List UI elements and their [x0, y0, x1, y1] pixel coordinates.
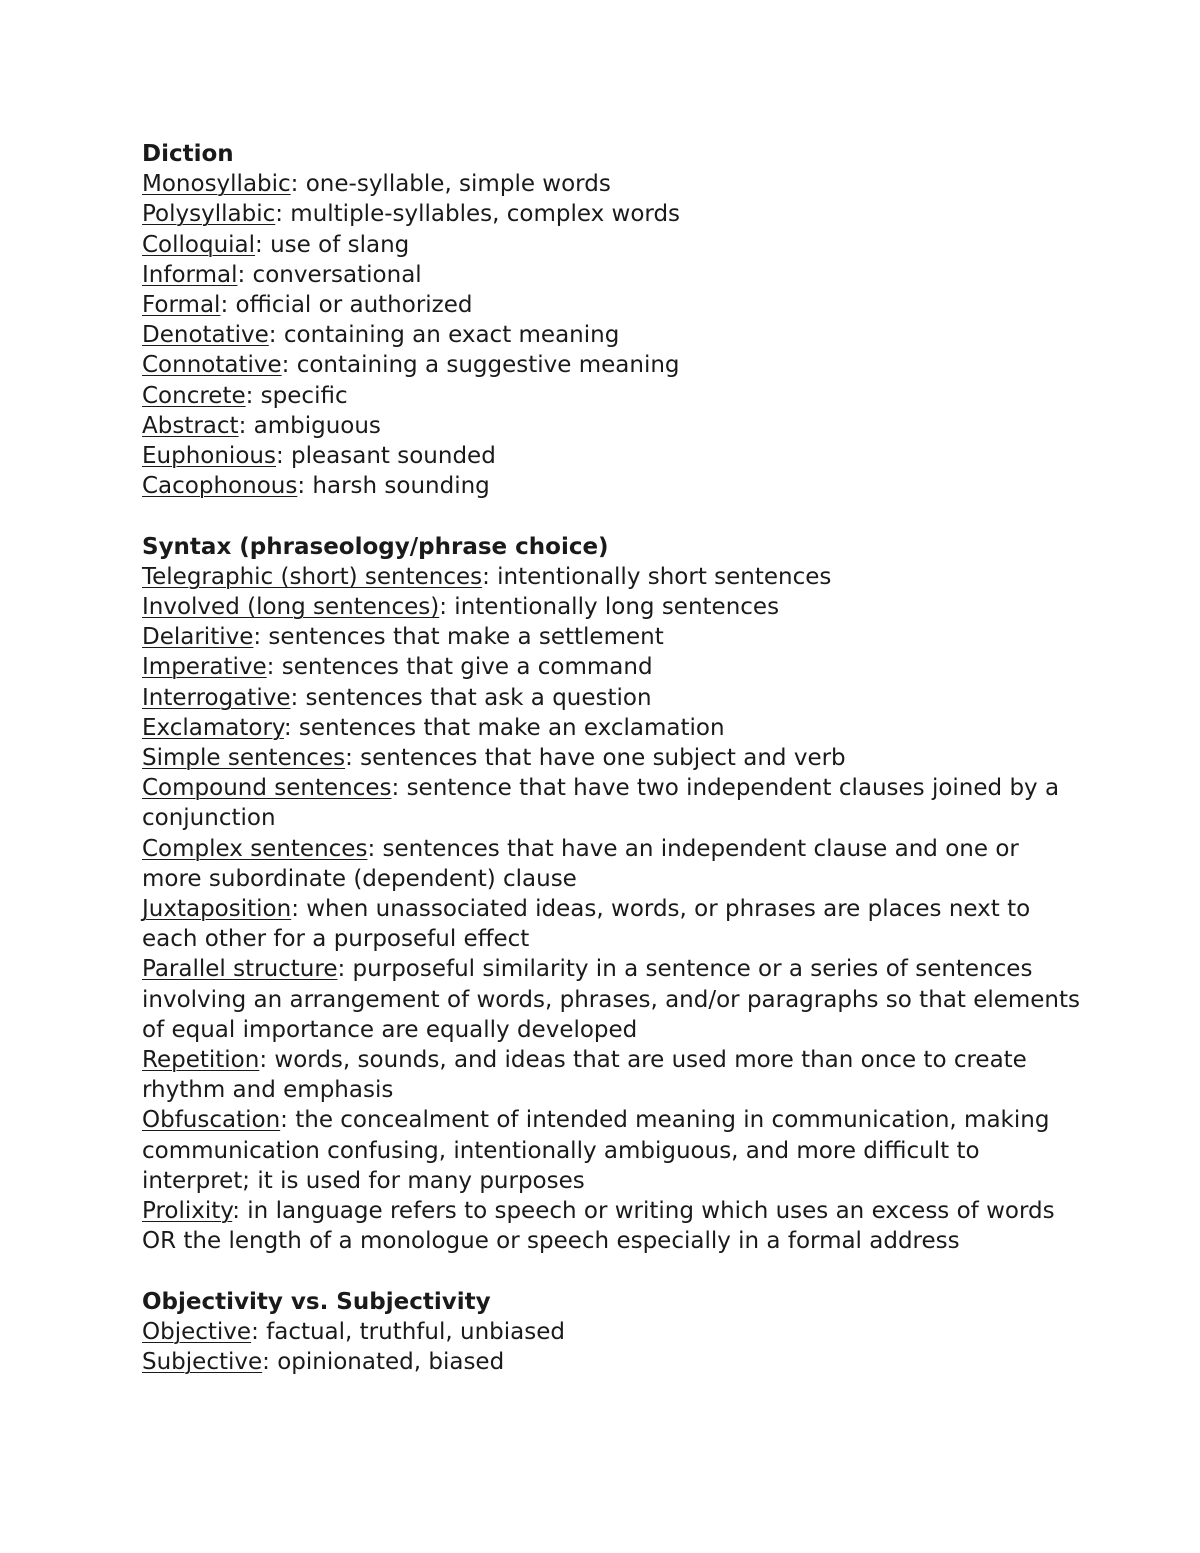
definition-entry: [142, 381, 1082, 411]
definition-entry: [142, 773, 1082, 833]
definition-entry: [142, 652, 1082, 682]
entry-definition: : sentences that give a command: [266, 654, 653, 681]
document-page: [142, 139, 1082, 1377]
definition-entry: [142, 1317, 1082, 1347]
entry-definition: : conversational: [237, 261, 422, 288]
section-heading: Objectivity vs. Subjectivity: [142, 1288, 491, 1315]
entry-term: Compound sentences: [142, 775, 392, 802]
definition-entry: [142, 1196, 1082, 1256]
definition-entry: [142, 169, 1082, 199]
entry-term: Informal: [142, 261, 238, 288]
entry-definition: : sentence that have two independent clauses joined by a conjunction: [142, 775, 1060, 832]
entry-term: Euphonious: [142, 443, 276, 470]
section-heading: Syntax (phraseology/phrase choice): [142, 533, 609, 560]
entry-term: Juxtaposition: [142, 896, 292, 923]
entry-definition: : harsh sounding: [297, 473, 490, 500]
entry-definition: : intentionally long sentences: [439, 594, 780, 621]
definition-entry: [142, 199, 1082, 229]
definition-entry: [142, 562, 1082, 592]
entry-definition: : sentences that ask a question: [290, 684, 652, 711]
entry-definition: : specific: [245, 382, 348, 409]
entry-term: Simple sentences: [142, 745, 346, 772]
entry-term: Colloquial: [142, 231, 256, 258]
entry-definition: : ambiguous: [238, 412, 381, 439]
definition-entry: [142, 411, 1082, 441]
entry-definition: : sentences that make a settlement: [253, 624, 664, 651]
definition-entry: [142, 592, 1082, 622]
definition-entry: [142, 441, 1082, 471]
entry-term: Telegraphic (short) sentences: [142, 563, 483, 590]
entry-term: Subjective: [142, 1349, 263, 1376]
entry-term: Repetition: [142, 1047, 260, 1074]
entry-definition: : words, sounds, and ideas that are used more than once to create rhythm and emphasis: [142, 1047, 1027, 1104]
entry-term: Connotative: [142, 352, 282, 379]
entry-term: Interrogative: [142, 684, 291, 711]
definition-entry: [142, 622, 1082, 652]
entry-definition: : when unassociated ideas, words, or phrases are places next to each other for a purposeful effect: [142, 896, 1031, 953]
entry-term: Formal: [142, 292, 221, 319]
entry-definition: : one-syllable, simple words: [290, 171, 611, 198]
definition-entry: [142, 683, 1082, 713]
entry-term: Denotative: [142, 322, 269, 349]
definition-entry: [142, 230, 1082, 260]
definition-entry: [142, 471, 1082, 501]
entry-definition: : sentences that have an independent clause and one or more subordinate (dependent) clause: [142, 835, 1019, 892]
definition-entry: [142, 954, 1082, 1045]
section-syntax: [142, 532, 1082, 1257]
definition-entry: [142, 320, 1082, 350]
entry-definition: : multiple-syllables, complex words: [275, 201, 681, 228]
definition-entry: [142, 1045, 1082, 1105]
entry-term: Obfuscation: [142, 1107, 281, 1134]
section-objectivity: [142, 1287, 1082, 1378]
section-diction: [142, 139, 1082, 501]
entry-definition: : the concealment of intended meaning in communication, making communication confusing, intentionally ambiguous, and more difficult to interpret; it is used for many purposes: [142, 1107, 1050, 1194]
entry-term: Polysyllabic: [142, 201, 276, 228]
definition-entry: [142, 290, 1082, 320]
section-heading: Diction: [142, 141, 234, 167]
entry-definition: : pleasant sounded: [275, 443, 496, 470]
entry-term: Concrete: [142, 382, 246, 409]
entry-term: Delaritive: [142, 624, 254, 651]
entry-definition: : opinionated, biased: [262, 1349, 505, 1376]
entry-definition: : purposeful similarity in a sentence or a series of sentences involving an arrangement of words, phrases, and/or paragraphs so that elements of equal importance are equally developed: [142, 956, 1081, 1043]
definition-entry: [142, 350, 1082, 380]
entry-definition: : sentences that have one subject and verb: [345, 745, 846, 772]
entry-definition: : official or authorized: [220, 292, 473, 319]
entry-term: Abstract: [142, 412, 239, 439]
definition-entry: [142, 260, 1082, 290]
definition-entry: [142, 1347, 1082, 1377]
entry-term: Complex sentences: [142, 835, 368, 862]
entry-definition: : use of slang: [255, 231, 410, 258]
entry-term: Exclamatory: [142, 714, 284, 741]
definition-entry: [142, 894, 1082, 954]
entry-term: Imperative: [142, 654, 267, 681]
definition-entry: [142, 743, 1082, 773]
entry-definition: : sentences that make an exclamation: [283, 714, 725, 741]
entry-term: Involved (long sentences): [142, 594, 440, 621]
entry-definition: : containing an exact meaning: [268, 322, 620, 349]
definition-entry: [142, 1105, 1082, 1196]
entry-definition: : in language refers to speech or writing which uses an excess of words OR the length of a monologue or speech especially in a formal address: [142, 1198, 1055, 1255]
entry-definition: : containing a suggestive meaning: [281, 352, 680, 379]
entry-term: Cacophonous: [142, 473, 298, 500]
entry-term: Prolixity: [142, 1198, 233, 1225]
definition-entry: [142, 713, 1082, 743]
entry-definition: : factual, truthful, unbiased: [251, 1318, 565, 1345]
entry-term: Monosyllabic: [142, 171, 291, 198]
entry-term: Parallel structure: [142, 956, 338, 983]
entry-term: Objective: [142, 1318, 252, 1345]
entry-definition: : intentionally short sentences: [482, 563, 832, 590]
definition-entry: [142, 834, 1082, 894]
